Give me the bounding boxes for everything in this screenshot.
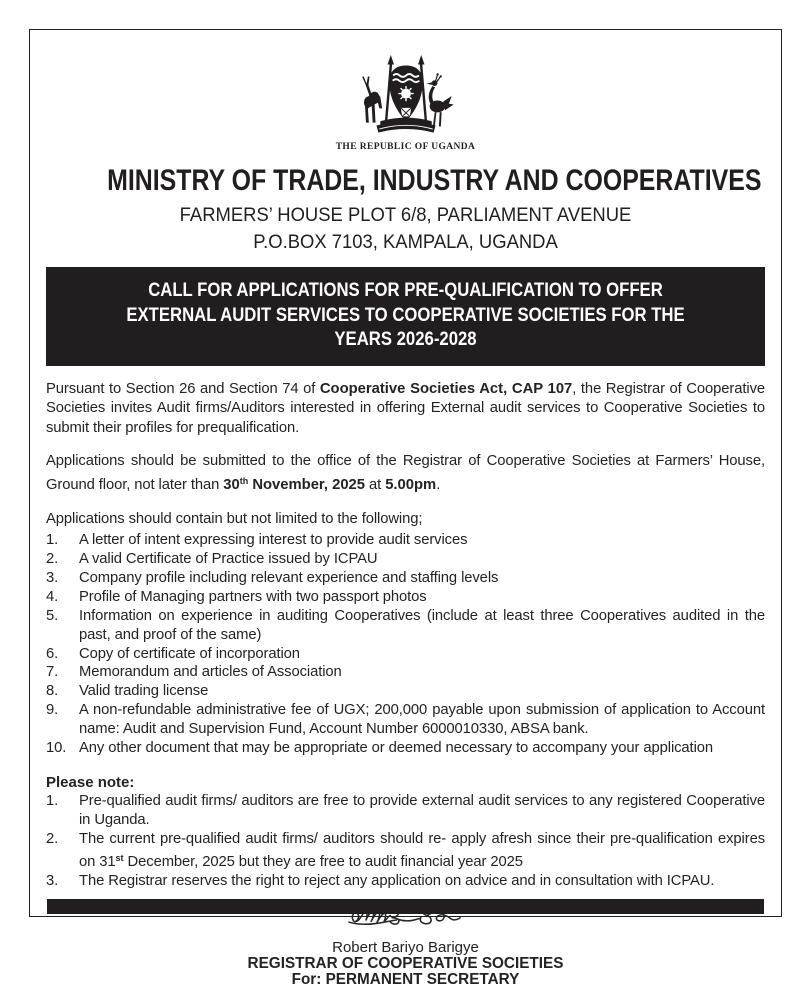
banner-line: YEARS 2026-2028 [334, 329, 477, 350]
requirement-item: Profile of Managing partners with two passport photos [79, 588, 427, 605]
deadline-day: 30 [223, 476, 240, 493]
signatory-title: REGISTRAR OF COOPERATIVE SOCIETIES [247, 955, 564, 973]
note-text: The current pre-qualified audit firms/ auditors should re- apply afresh since their pre-qualification expires on 31 [79, 830, 765, 870]
address-line-1: FARMERS’ HOUSE PLOT 6/8, PARLIAMENT AVENUE [179, 205, 632, 226]
paragraph-text: Applications should be submitted to the office of the Registrar of Cooperative Societies at Farmers’ House, Ground floor, not later than [46, 453, 765, 493]
submission-paragraph [46, 452, 765, 495]
deadline-month-year: November, 2025 [248, 476, 366, 493]
note-item: The Registrar reserves the right to reject any application on advice and in consultation with ICPAU. [79, 872, 715, 889]
notice-page [29, 29, 782, 988]
notes-list [46, 792, 765, 891]
ordinal-suffix: th [239, 475, 249, 486]
deadline-date [223, 477, 365, 493]
note-item [46, 830, 765, 872]
requirement-item: Information on experience in auditing Cooperatives (include at least three Cooperatives audited in the past, and proof of the same) [79, 607, 765, 643]
ordinal-suffix: st [115, 852, 124, 863]
paragraph-text: at [365, 476, 386, 493]
address-line-2: P.O.BOX 7103, KAMPALA, UGANDA [253, 232, 558, 253]
requirement-item: A letter of intent expressing interest to provide audit services [79, 532, 468, 549]
banner-line: CALL FOR APPLICATIONS FOR PRE-QUALIFICATION TO OFFER [148, 280, 663, 301]
requirement-item: A valid Certificate of Practice issued by ICPAU [79, 550, 378, 567]
requirement-item: Any other document that may be appropriate or deemed necessary to accompany your application [79, 740, 714, 757]
requirement-item: Company profile including relevant experience and staffing levels [79, 569, 499, 586]
act-reference: Cooperative Societies Act, CAP 107 [319, 380, 573, 397]
requirements-list [46, 531, 765, 758]
requirements-intro: Applications should contain but not limited to the following; [46, 511, 423, 528]
note-text: December, 2025 but they are free to audit financial year 2025 [123, 853, 523, 870]
requirement-item: Copy of certificate of incorporation [79, 645, 300, 662]
signatory-for-line: For: PERMANENT SECRETARY [291, 971, 520, 988]
signatory-name: Robert Bariyo Barigye [332, 939, 479, 957]
uganda-coat-of-arms-icon [348, 55, 464, 135]
paragraph-text: . [436, 476, 441, 493]
requirement-item: A non-refundable administrative fee of UGX; 200,000 payable upon submission of application to Account name: Audit and Supervision Fund, Account Number 6000010330, ABSA bank. [79, 702, 765, 738]
paragraph-text: , the Registrar of Cooperative Societies invites Audit firms/Auditors interested in offering External audit services to Cooperative Societies to submit their profiles for prequalification. [46, 380, 765, 436]
crest-caption: THE REPUBLIC OF UGANDA [335, 142, 476, 152]
banner-line: EXTERNAL AUDIT SERVICES TO COOPERATIVE SOCIETIES FOR THE [126, 304, 685, 326]
deadline-time: 5.00pm [385, 476, 437, 493]
footer-bar [47, 899, 764, 914]
call-banner [46, 267, 765, 366]
please-note-heading: Please note: [46, 773, 135, 791]
ministry-title: MINISTRY OF TRADE, INDUSTRY AND COOPERATIVES [107, 164, 762, 197]
note-item: Pre-qualified audit firms/ auditors are free to provide external audit services to any registered Cooperative in Uganda. [79, 792, 765, 828]
requirement-item: Memorandum and articles of Association [79, 664, 342, 681]
pursuant-paragraph [46, 380, 765, 439]
paragraph-text: Pursuant to Section 26 and Section 74 of [46, 380, 320, 397]
requirement-item: Valid trading license [79, 683, 209, 700]
crest-block [46, 55, 765, 152]
